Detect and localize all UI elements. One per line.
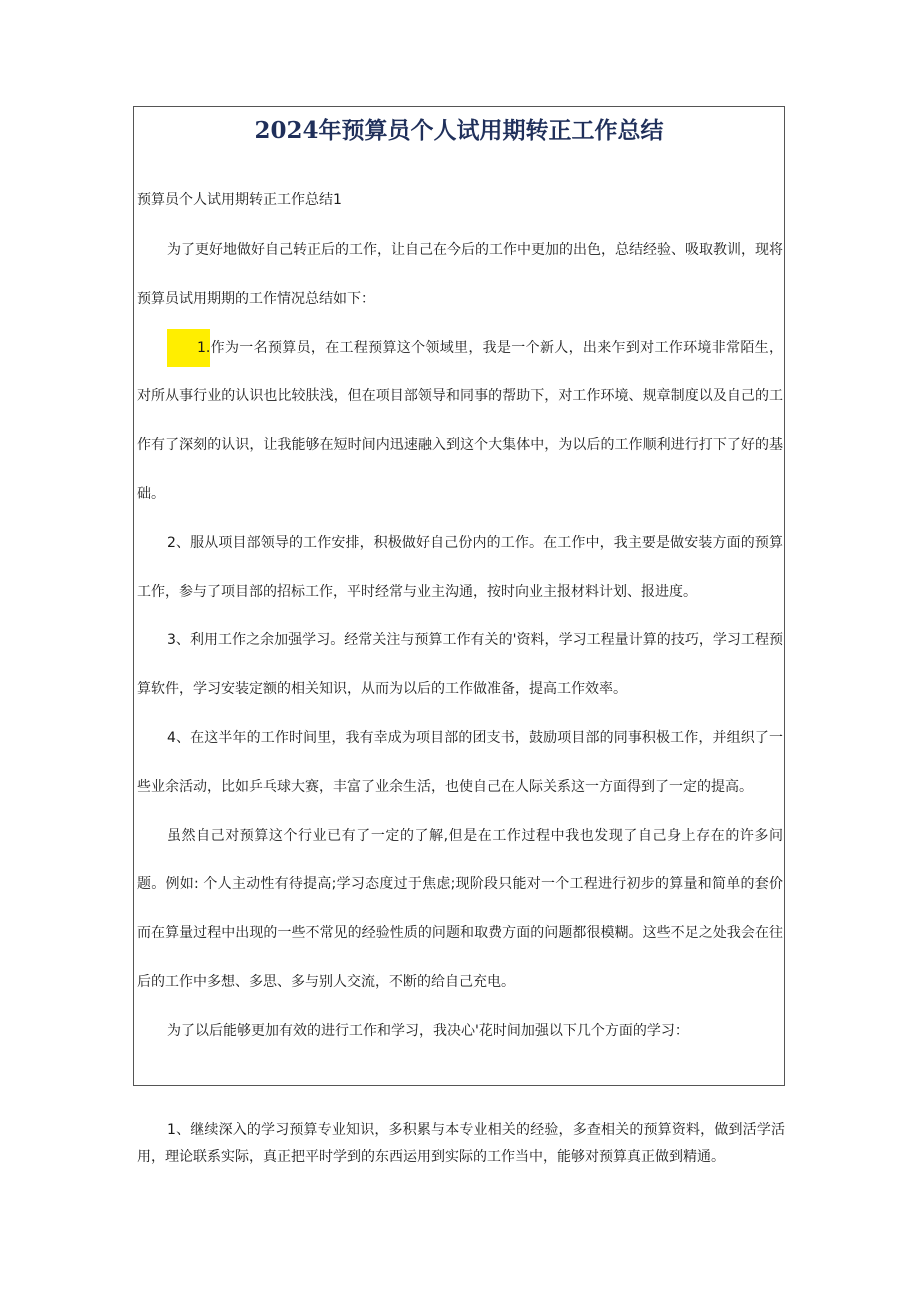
paragraph-item-1 bbox=[137, 324, 783, 519]
highlighted-item-number: 1. bbox=[167, 329, 210, 367]
paragraph-intro: 为了更好地做好自己转正后的工作，让自己在今后的工作中更加的出色，总结经验、吸取教训，现将预算员试用期期的工作情况总结如下： bbox=[137, 242, 783, 307]
document-title: 2024年预算员个人试用期转正工作总结 bbox=[254, 117, 664, 144]
paragraph-plan-intro: 为了以后能够更加有效的进行工作和学习，我决心'花时间加强以下几个方面的学习： bbox=[167, 1022, 689, 1039]
paragraph-item-4: 4、在这半年的工作时间里，我有幸成为项目部的团支书，鼓励项目部的同事积极工作，并组织了一些业余活动，比如乒乓球大赛，丰富了业余生活，也使自己在人际关系这一方面得到了一定的提高。 bbox=[137, 729, 783, 795]
section-heading: 预算员个人试用期转正工作总结1 bbox=[137, 192, 342, 208]
paragraph-reflection: 虽然自己对预算这个行业已有了一定的了解,但是在工作过程中我也发现了自己身上存在的许多问题。例如: 个人主动性有待提高;学习态度过于焦虑;现阶段只能对一个工程进行初步的算量和简单的套价而在算量过程中出现的一些不常见的经验性质的问题和取费方面的问题都很模糊。这些不足之处我会在往后的工作中多想、多思、多与别人交流，不断的给自己充电。 bbox=[137, 827, 783, 990]
paragraph-item-3: 3、利用工作之余加强学习。经常关注与预算工作有关的'资料，学习工程量计算的技巧，学习工程预算软件，学习安装定额的相关知识，从而为以后的工作做准备，提高工作效率。 bbox=[137, 632, 783, 698]
document-body-continued bbox=[137, 1117, 785, 1171]
paragraph-plan-item-1: 1、继续深入的学习预算专业知识，多积累与本专业相关的经验，多查相关的预算资料，做到活学活用，理论联系实际，真正把平时学到的东西运用到实际的工作当中，能够对预算真正做到精通。 bbox=[137, 1122, 785, 1165]
document-body bbox=[137, 226, 783, 1056]
paragraph-item-2: 2、服从项目部领导的工作安排，积极做好自己份内的工作。在工作中，我主要是做安装方面的预算工作，参与了项目部的招标工作，平时经常与业主沟通，按时向业主报材料计划、报进度。 bbox=[137, 534, 783, 600]
item-1-text: 作为一名预算员，在工程预算这个领域里，我是一个新人，出来乍到对工作环境非常陌生，对所从事行业的认识也比较肤浅，但在项目部领导和同事的帮助下，对工作环境、规章制度以及自己的工作有了深刻的认识，让我能够在短时间内迅速融入到这个大集体中，为以后的工作顺利进行打下了好的基础。 bbox=[137, 339, 783, 502]
